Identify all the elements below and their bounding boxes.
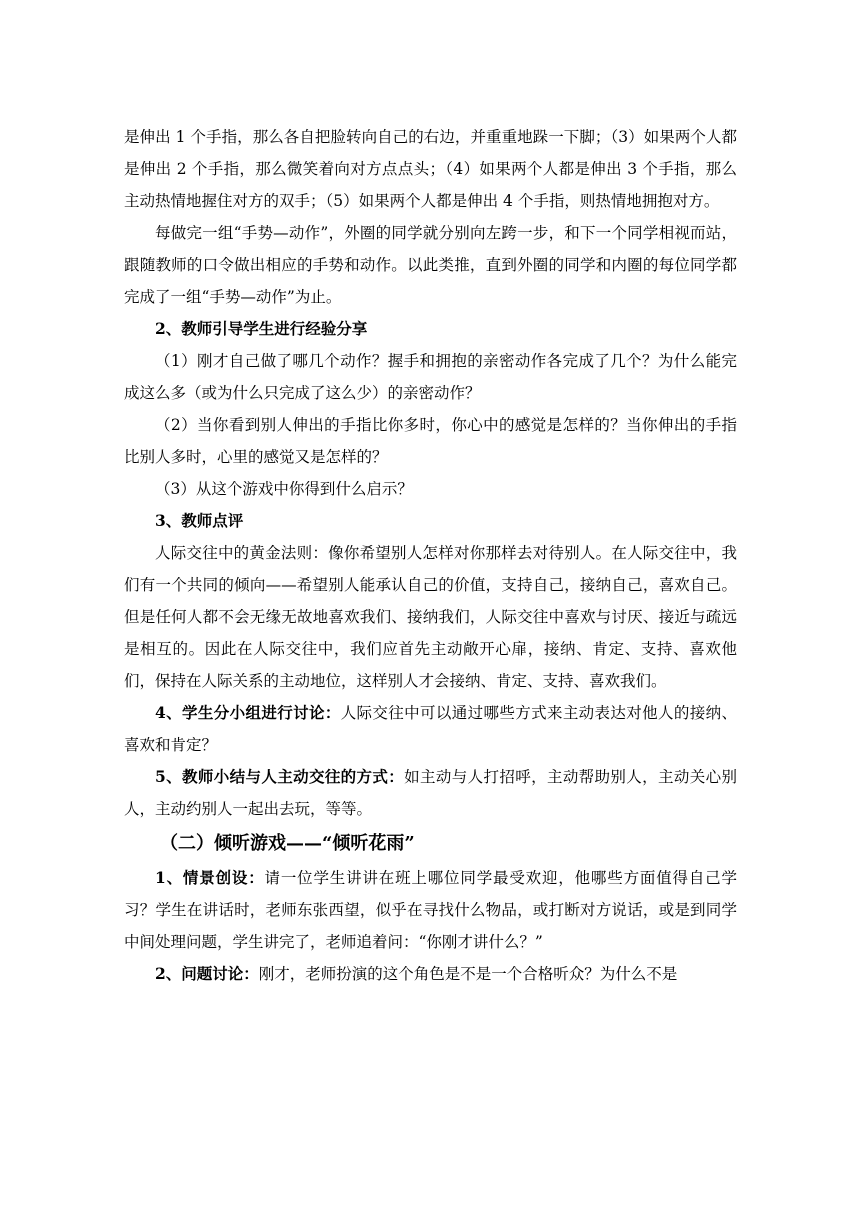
section-heading-listening-game: （二）倾听游戏——“倾听花雨” — [160, 833, 415, 854]
question-2: （2）当你看到别人伸出的手指比你多时，你心中的感觉是怎样的？当你伸出的手指比别人多时，心里的感觉又是怎样的？ — [124, 416, 737, 466]
step-4-discussion — [124, 697, 737, 761]
step-5-text: 如主动与人打招呼，主动帮助别人，主动关心别人，主动约别人一起出去玩，等等。 — [124, 768, 737, 818]
step-5-label: 5、教师小结与人主动交往的方式： — [155, 767, 405, 786]
question-discussion-label: 2、问题讨论： — [155, 964, 259, 983]
question-1: （1）刚才自己做了哪几个动作？握手和拥抱的亲密动作各完成了几个？为什么能完成这么多（或为什么只完成了这么少）的亲密动作？ — [124, 352, 737, 402]
scenario-setup-text: 请一位学生讲讲在班上哪位同学最受欢迎，他哪些方面值得自己学习？学生在讲话时，老师东张西望，似乎在寻找什么物品，或打断对方说话，或是到同学中间处理问题，学生讲完了，老师追着问：“你刚才讲什么？” — [124, 869, 737, 951]
question-discussion-text: 刚才，老师扮演的这个角色是不是一个合格听众？为什么不是 — [258, 965, 678, 983]
scenario-setup — [124, 862, 737, 958]
step-4-label: 4、学生分小组进行讨论： — [155, 703, 341, 722]
paragraph-continuation: 是伸出 1 个手指，那么各自把脸转向自己的右边，并重重地跺一下脚；（3）如果两个人都是伸出 2 个手指，那么微笑着向对方点点头；（4）如果两个人都是伸出 3 个手指，那么主动热情地握住对方的双手；（5）如果两个人都是伸出 4 个手指，则热情地拥抱对方。 — [124, 128, 737, 210]
question-discussion — [124, 958, 737, 990]
question-3: （3）从这个游戏中你得到什么启示？ — [155, 480, 413, 498]
document-body — [124, 121, 737, 990]
paragraph-golden-rule: 人际交往中的黄金法则：像你希望别人怎样对你那样去对待别人。在人际交往中，我们有一个共同的倾向——希望别人能承认自己的价值，支持自己，接纳自己，喜欢自己。但是任何人都不会无缘无故地喜欢我们、接纳我们，人际交往中喜欢与讨厌、接近与疏远是相互的。因此在人际交往中，我们应首先主动敞开心扉，接纳、肯定、支持、喜欢他们，保持在人际关系的主动地位，这样别人才会接纳、肯定、支持、喜欢我们。 — [124, 544, 737, 690]
step-heading-share: 2、教师引导学生进行经验分享 — [155, 319, 368, 338]
paragraph-rotate-rule: 每做完一组“手势—动作”，外圈的同学就分别向左跨一步，和下一个同学相视而站，跟随教师的口令做出相应的手势和动作。以此类推，直到外圈的同学和内圈的每位同学都完成了一组“手势—动作”为止。 — [124, 224, 737, 306]
scenario-setup-label: 1、情景创设： — [155, 868, 265, 887]
step-heading-comment: 3、教师点评 — [155, 511, 244, 530]
step-4-text: 人际交往中可以通过哪些方式来主动表达对他人的接纳、喜欢和肯定？ — [124, 704, 737, 754]
step-5-summary — [124, 761, 737, 825]
